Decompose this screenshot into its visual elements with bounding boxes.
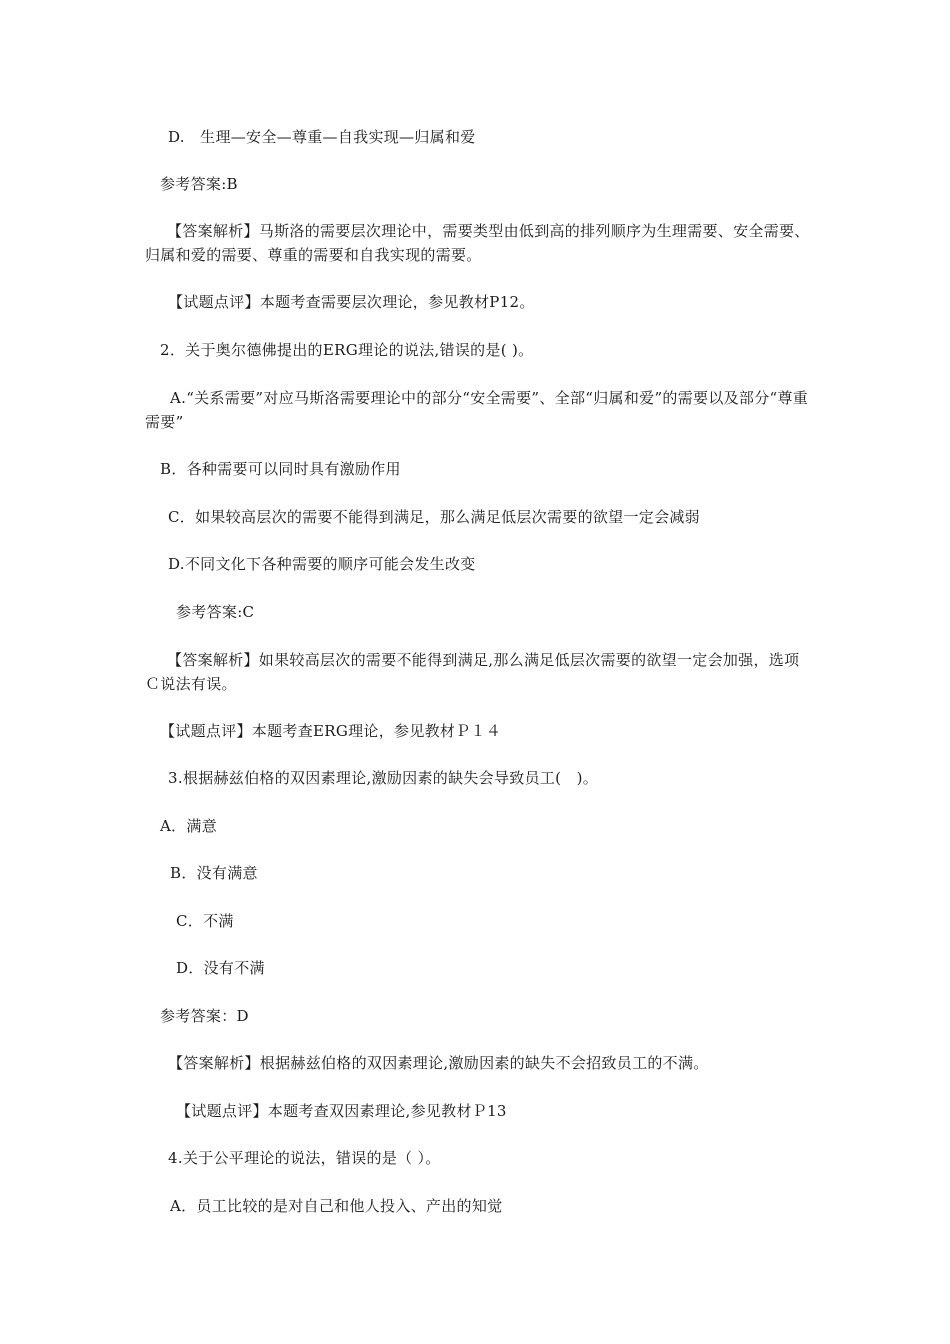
reference-answer: 参考答案:B <box>160 175 238 193</box>
answer-analysis: 【答案解析】马斯洛的需要层次理论中，需要类型由低到高的排列顺序为生理需要、安全需要、归属和爱的需要、尊重的需要和自我实现的需要。 <box>145 222 810 264</box>
option-d: D．没有不满 <box>176 959 265 977</box>
option-a: A．满意 <box>160 817 218 835</box>
question-comment: 【试题点评】本题考查双因素理论,参见教材Ｐ13 <box>176 1102 507 1120</box>
option-a: A.“关系需要”对应马斯洛需要理论中的部分“安全需要”、全部“归属和爱”的需要以及部分“尊重需要” <box>145 389 809 431</box>
option-a: A．员工比较的是对自己和他人投入、产出的知觉 <box>170 1197 503 1215</box>
option-c: C．不满 <box>176 912 234 930</box>
option-b: B．没有满意 <box>170 864 258 882</box>
option-d: D. 生理—安全—尊重—自我实现—归属和爱 <box>168 128 476 146</box>
reference-answer: 参考答案:C <box>176 603 255 621</box>
option-d: D.不同文化下各种需要的顺序可能会发生改变 <box>168 555 476 573</box>
question-3: 3.根据赫兹伯格的双因素理论,激励因素的缺失会导致员工( )。 <box>168 769 599 787</box>
option-c: C．如果较高层次的需要不能得到满足，那么满足低层次需要的欲望一定会减弱 <box>168 508 700 526</box>
question-2: 2．关于奥尔德佛提出的ERG理论的说法,错误的是( )。 <box>160 341 534 359</box>
question-comment: 【试题点评】本题考查需要层次理论，参见教材P12。 <box>168 293 535 311</box>
answer-analysis: 【答案解析】根据赫兹伯格的双因素理论,激励因素的缺失不会招致员工的不满。 <box>168 1054 709 1072</box>
question-4: 4.关于公平理论的说法，错误的是（ ）。 <box>168 1149 441 1167</box>
reference-answer: 参考答案：D <box>160 1007 249 1025</box>
option-b: B．各种需要可以同时具有激励作用 <box>160 460 401 478</box>
question-comment: 【试题点评】本题考查ERG理论，参见教材Ｐ１４ <box>160 722 502 740</box>
answer-analysis: 【答案解析】如果较高层次的需要不能得到满足,那么满足低层次需要的欲望一定会加强，选项Ｃ说法有误。 <box>145 651 800 693</box>
